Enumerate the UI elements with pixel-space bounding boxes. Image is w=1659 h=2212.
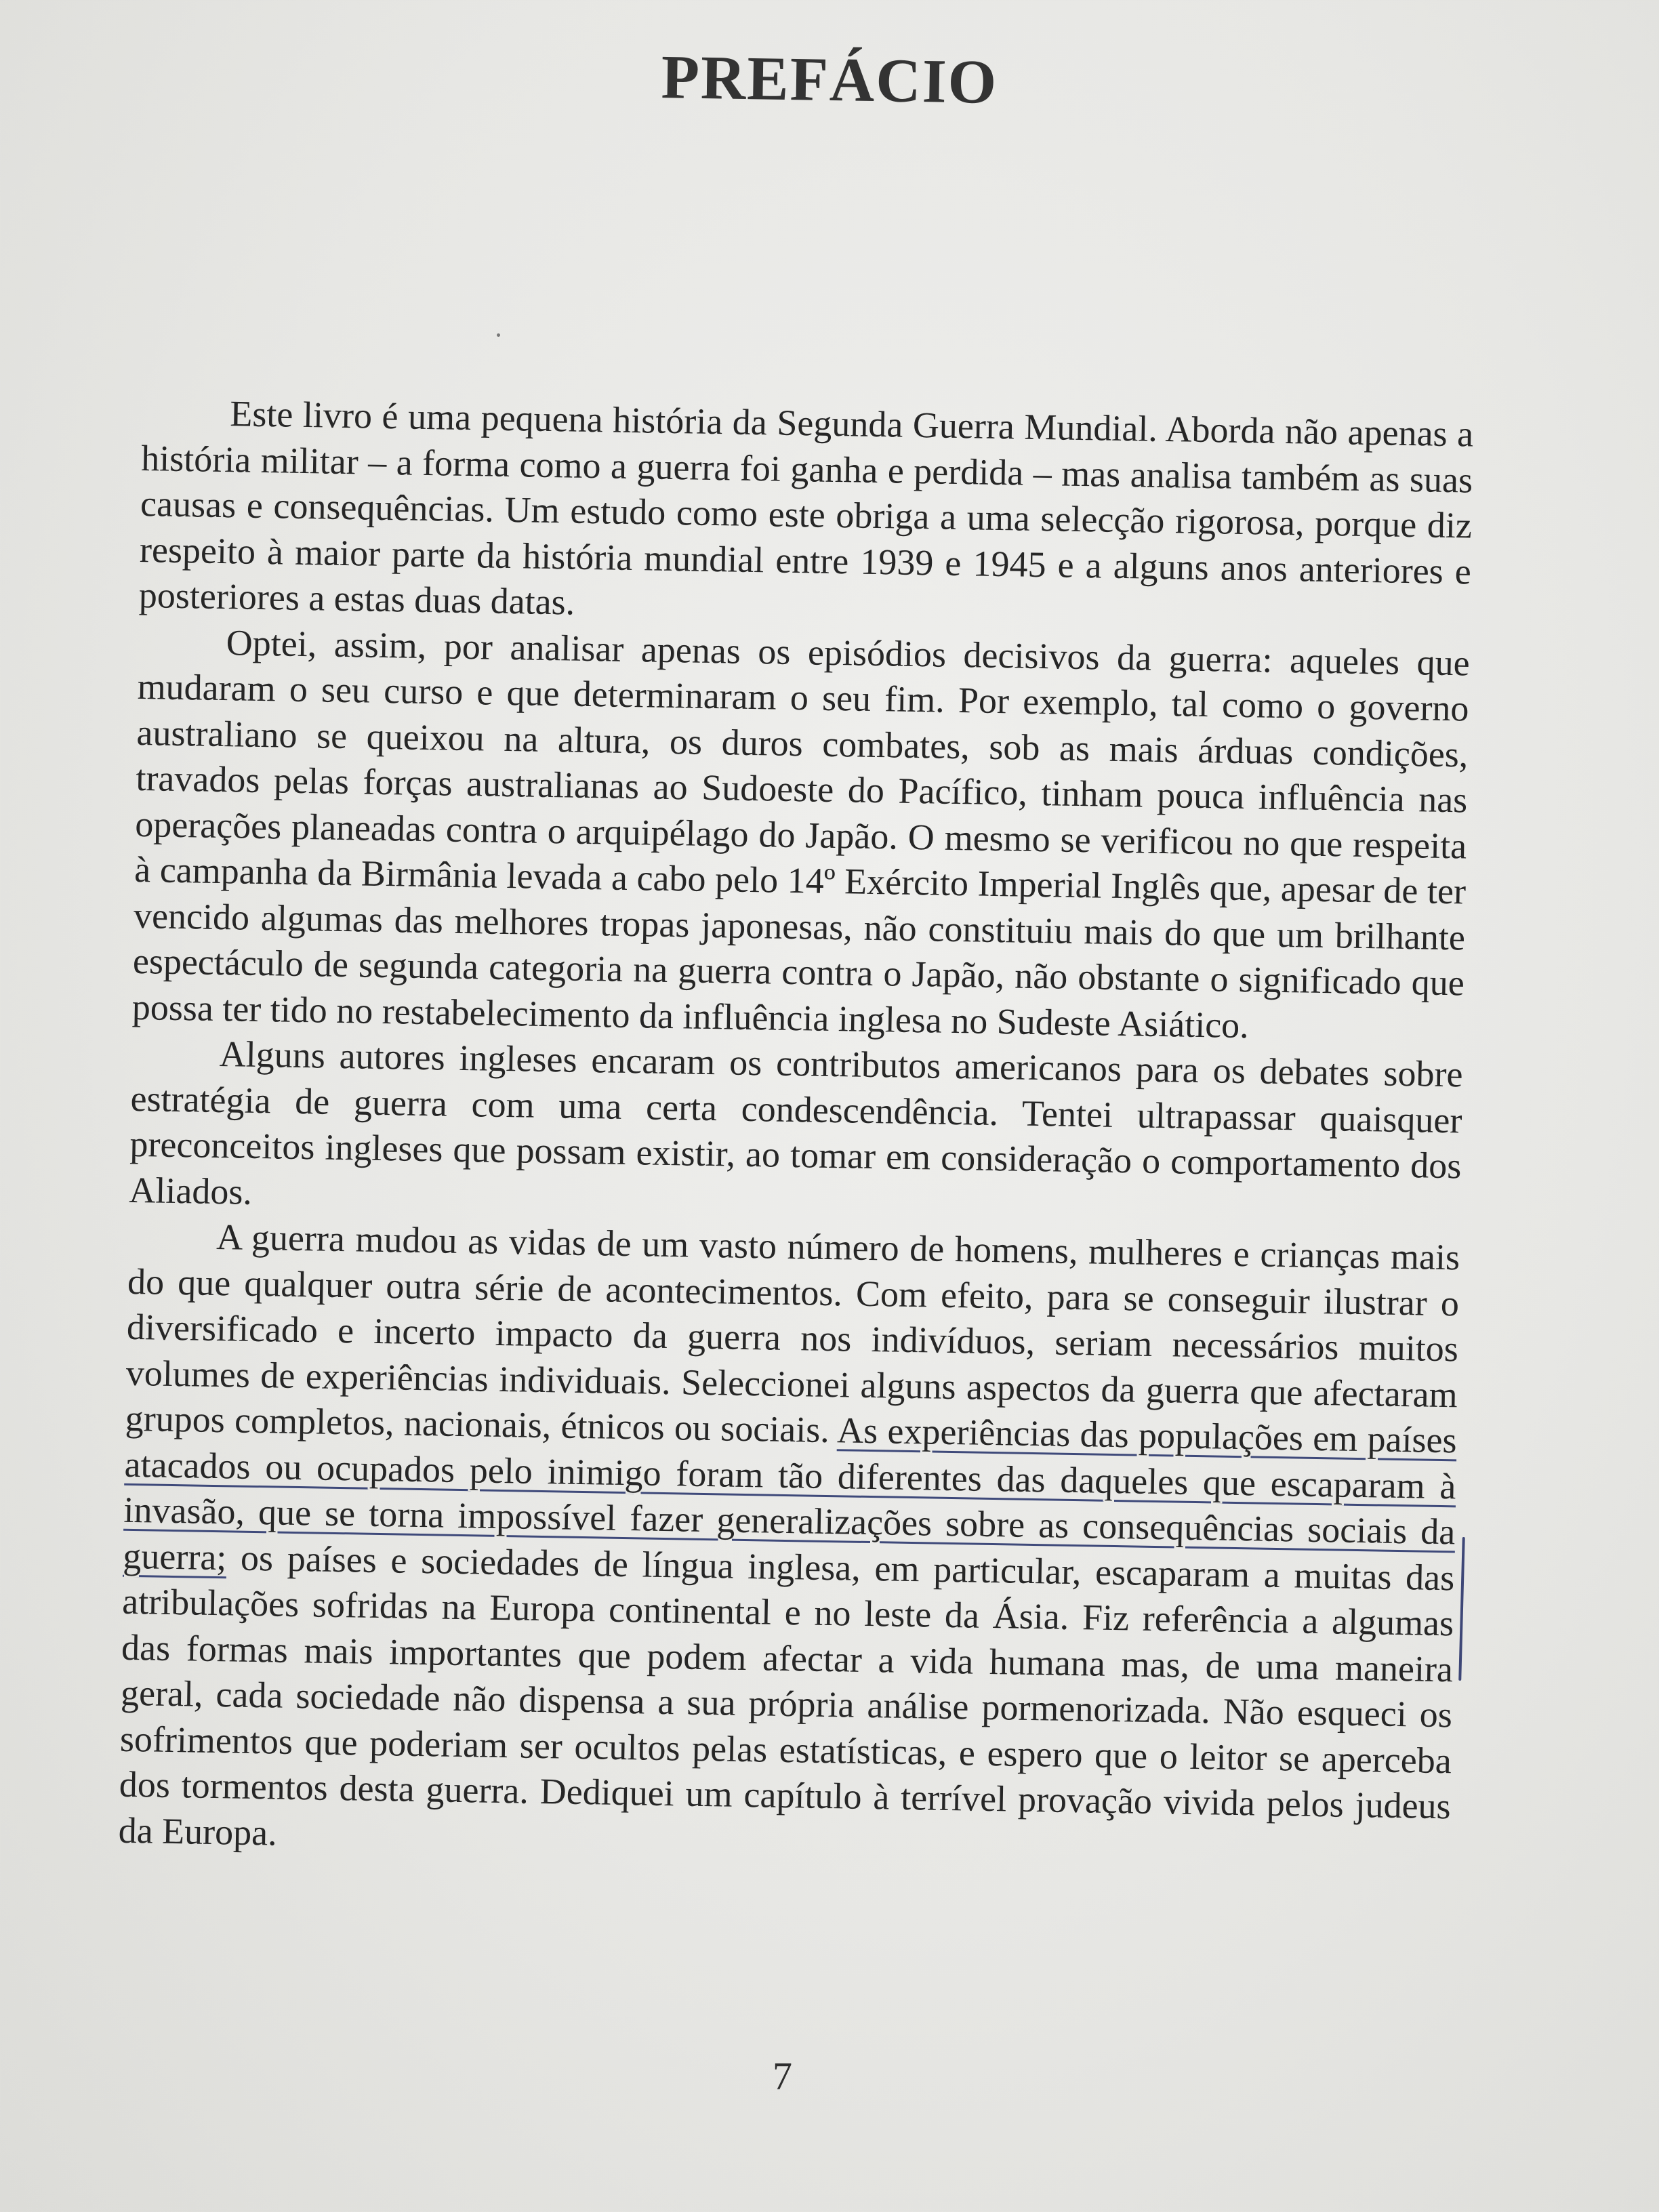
preface-body <box>118 390 1474 1875</box>
page-number: 7 <box>773 2054 792 2098</box>
paragraph-4-start: A guerra mudou as vidas de um vasto número de homens, mulheres e crianças mais do que qualquer outra série de acontecimentos. Com efeito, para se conseguir ilustrar o diversificado e incerto impacto da guerra nos indivíduos, seriam necessários muitos volumes de experiências individuais. Seleccionei alguns aspectos da guerra que afectaram grupos completos, nacionais, étnicos ou sociais. <box>125 1216 1460 1451</box>
paragraph-4 <box>118 1213 1460 1875</box>
margin-pen-mark <box>1458 1537 1465 1681</box>
paragraph-3: Alguns autores ingleses encaram os contributos americanos para os debates sobre estratégia de guerra com uma certa condescendência. Tentei ultrapassar quaisquer preconceitos ingleses que possam existir, ao tomar em consideração o comportamento dos Aliados. <box>128 1033 1464 1212</box>
paper-speck <box>497 333 500 337</box>
paragraph-4-end: os países e sociedades de língua inglesa, em particular, escaparam a muitas das atribulações sofridas na Europa continental e no leste da Ásia. Fiz referência a algumas das formas mais importantes que podem afectar a vida humana mas, de uma maneira geral, cada sociedade não dispensa a sua própria análise pormenorizada. Não esqueci os sofrimentos que poderiam ser ocultos pelas estatísticas, e espero que o leitor se aperceba dos tormentos desta guerra. Dediquei um capítulo à terrível provação vivida pelos judeus da Europa. <box>118 1536 1455 1853</box>
page-title: PREFÁCIO <box>660 41 998 117</box>
underlined-passage: As experiências das populações em países atacados ou ocupados pelo inimigo foram tão diferentes das daqueles que escaparam à invasão, que se torna impossível fazer generalizações sobre as consequências sociais da guerra; <box>122 1410 1458 1578</box>
paragraph-2: Optei, assim, por analisar apenas os episódios decisivos da guerra: aqueles que mudaram o seu curso e que determinaram o seu fim. Por exemplo, tal como o governo australiano se queixou na altura, os duros combates, sob as mais árduas condições, travados pelas forças australianas ao Sudoeste do Pacífico, tinham pouca influência nas operações planeadas contra o arquipélago do Japão. O mesmo se verificou no que respeita à campanha da Birmânia levada a cabo pelo 14º Exército Imperial Inglês que, apesar de ter vencido algumas das melhores tropas japonesas, não constituiu mais do que um brilhante espectáculo de segunda categoria na guerra contra o Japão, não obstante o significado que possa ter tido no restabelecimento da influência inglesa no Sudeste Asiático. <box>131 621 1471 1046</box>
paragraph-1: Este livro é uma pequena história da Segunda Guerra Mundial. Aborda não apenas a história militar – a forma como a guerra foi ganha e perdida – mas analisa também as suas causas e consequências. Um estudo como este obriga a uma selecção rigorosa, porque diz respeito à maior parte da história mundial entre 1939 e 1945 e a alguns anos anteriores e posteriores a estas duas datas. <box>138 393 1474 623</box>
